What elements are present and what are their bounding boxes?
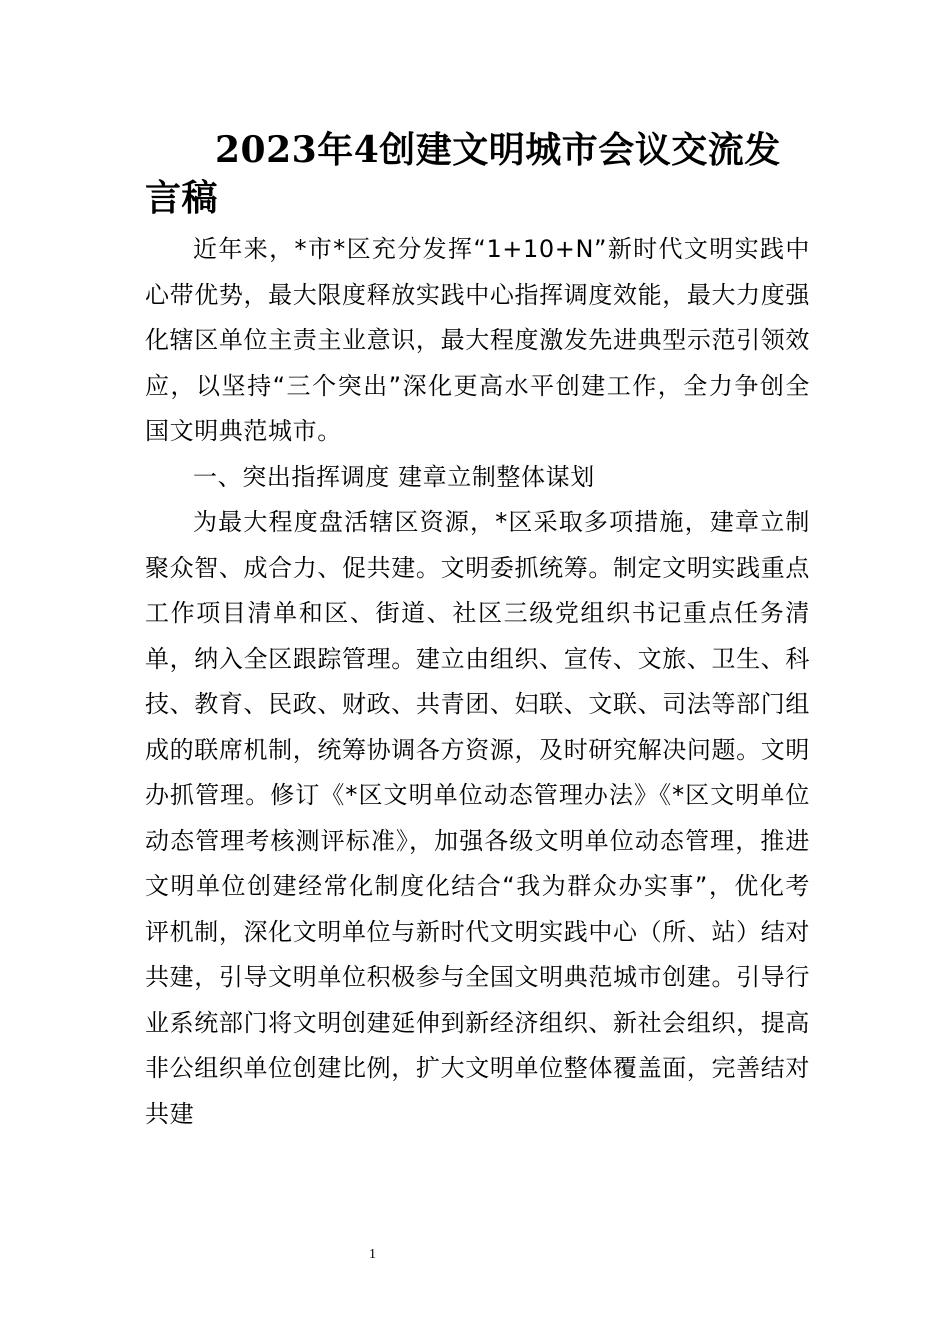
section-heading-1: 一、突出指挥调度 建章立制整体谋划 — [193, 462, 595, 491]
section-1-paragraph: 为最大程度盘活辖区资源，*区采取多项措施，建章立制聚众智、成合力、促共建。文明委抓统筹。制定文明实践重点工作项目清单和区、街道、社区三级党组织书记重点任务清单，纳入全区跟踪管理。建立由组织、宣传、文旅、卫生、科技、教育、民政、财政、共青团、妇联、文联、司法等部门组成的联席机制，统筹协调各方资源，及时研究解决问题。文明办抓管理。修订《*区文明单位动态管理办法》《*区文明单位动态管理考核测评标准》，加强各级文明单位动态管理，推进文明单位创建经常化制度化结合“我为群众办实事”，优化考评机制，深化文明单位与新时代文明实践中心（所、站）结对共建，引导文明单位积极参与全国文明典范城市创建。引导行业系统部门将文明创建延伸到新经济组织、新社会组织，提高非公组织单位创建比例，扩大文明单位整体覆盖面，完善结对共建 — [145, 508, 810, 1128]
page-number: 1 — [369, 1247, 376, 1262]
document-title: 2023年4创建文明城市会议交流发言稿 — [145, 129, 781, 219]
intro-paragraph: 近年来，*市*区充分发挥“1+10+N”新时代文明实践中心带优势，最大限度释放实践中心指挥调度效能，最大力度强化辖区单位主责主业意识，最大程度激发先进典型示范引领效应，以坚持“三个突出”深化更高水平创建工作，全力争创全国文明典范城市。 — [145, 235, 810, 445]
document-body — [145, 227, 810, 1137]
